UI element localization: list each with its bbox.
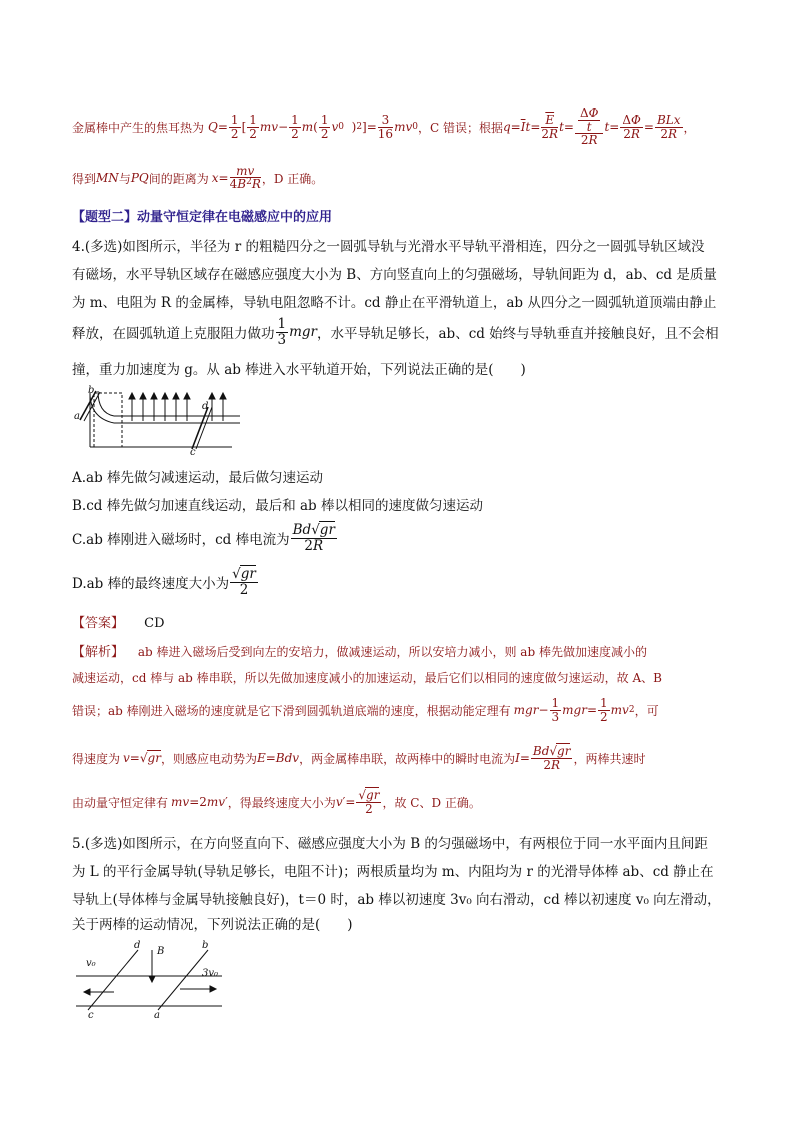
label-b: b bbox=[88, 385, 95, 396]
arc-rail-inner bbox=[98, 391, 114, 416]
answer-line bbox=[72, 612, 165, 631]
q5-line-2: 为 L 的平行金属导轨(导轨足够长，电阻不计)；两根质量均为 m、内阻均为 r 的光滑导体棒 ab、cd 静止在 bbox=[72, 864, 714, 880]
label-c: c bbox=[88, 1010, 94, 1020]
q5-line-1: 5.(多选)如图所示，在方向竖直向下、磁感应强度大小为 B 的匀强磁场中，有两根位于同一水平面内且间距 bbox=[72, 836, 708, 852]
rod-ab bbox=[158, 950, 208, 1010]
label-a: a bbox=[74, 411, 80, 422]
q4-figure bbox=[72, 385, 247, 455]
magnetic-field-arrows bbox=[129, 393, 226, 421]
continuation-line-2: 得到 MN 与 PQ 间的距离为 x = $\frac{mv}{4B^2R}$ ，D 正确。 bbox=[72, 163, 324, 192]
momentum-formula: mv=2mv′ bbox=[171, 795, 228, 809]
q5-line-4: 关于两棒的运动情况，下列说法正确的是( ) bbox=[72, 917, 353, 933]
option-d-formula: $\frac{√gr}{2}$ bbox=[232, 566, 256, 598]
answer-label: 【答案】 bbox=[72, 616, 125, 631]
analysis-line-3: 错误；ab 棒刚进入磁场的速度就是它下滑到圆弧轨道底端的速度，根据动能定理有 mgr − $\frac{1}{3}$ mgr = $\frac{1}{2}$ mv 2 ，可 bbox=[72, 695, 659, 724]
answer-value: CD bbox=[144, 616, 165, 631]
final-speed-formula: v ′= $\frac{√gr}{2}$ bbox=[335, 787, 380, 816]
analysis-line-2: 减速运动，cd 棒与 ab 棒串联，所以先做加速度减小的加速运动，最后它们以相同的速度做匀速运动，故 A、B bbox=[72, 671, 662, 685]
work-formula: $\frac{1}{3}$ mgr bbox=[277, 316, 317, 348]
analysis-label: 【解析】 bbox=[72, 645, 125, 660]
section-header: 【题型二】动量守恒定律在电磁感应中的应用 bbox=[72, 210, 333, 225]
option-a: A.ab 棒先做匀减速运动，最后做匀速运动 bbox=[72, 470, 324, 486]
q5-figure bbox=[72, 936, 232, 1020]
option-c: C.ab 棒刚进入磁场时，cd 棒电流为 $\frac{Bd√gr}{2R}$ bbox=[72, 518, 338, 558]
energy-formula: mgr − $\frac{1}{3}$ mgr = $\frac{1}{2}$ mv 2 bbox=[513, 695, 635, 724]
emf-formula: E=Bdv bbox=[256, 751, 300, 765]
rod-cd bbox=[192, 407, 208, 449]
current-formula: I = $\frac{Bd√gr}{2R}$ bbox=[515, 743, 571, 772]
analysis-line-4: 得速度为 v=√gr ，则感应电动势为 E=Bdv ，两金属棒串联，故两棒中的瞬时电流为 I = $\frac{Bd√gr}{2R}$ ，两棒共速时 bbox=[72, 743, 646, 772]
label-3v0: 3v₀ bbox=[202, 968, 219, 979]
option-b: B.cd 棒先做匀加速直线运动，最后和 ab 棒以相同的速度做匀速运动 bbox=[72, 498, 483, 514]
option-c-formula: $\frac{Bd√gr}{2R}$ bbox=[292, 522, 335, 554]
dashed-boundary bbox=[94, 393, 122, 447]
q4-line-6: 撞，重力加速度为 g。从 ab 棒进入水平轨道开始，下列说法正确的是( ) bbox=[72, 362, 526, 378]
joule-heat-text: 金属棒中产生的焦耳热为 bbox=[72, 120, 205, 135]
q4-line-1: 4.(多选)如图所示，半径为 r 的粗糙四分之一圆弧导轨与光滑水平导轨平滑相连，四分之一圆弧导轨区域没 bbox=[72, 239, 705, 255]
distance-formula: x = $\frac{mv}{4B^2R}$ bbox=[211, 163, 261, 192]
analysis-line-1: 【解析】 ab 棒进入磁场后受到向左的安培力，做减速运动，所以安培力减小，则 ab 棒先做加速度减小的 bbox=[72, 645, 647, 660]
joule-heat-formula: Q = $\frac{1}{2}$ [ $\frac{1}{2}$ mv − $\frac{1}{2}$ m ( $\frac{1}{2}$ v 0 ) 2 ]= $\frac{3}{16}$ mv 0 bbox=[208, 112, 418, 141]
label-B: B bbox=[157, 946, 165, 957]
label-v0: v₀ bbox=[86, 958, 96, 969]
charge-formula: q = $\overline{I}$ t = $\frac{\overline{E}}{2R}$ t = $\frac{\frac{\Delta\Phi}{t}}{2R}$ t = $\frac{\Delta\Phi}{2R}$ = $\frac{\text{BLx}}{2R}$ bbox=[502, 106, 681, 148]
label-b: b bbox=[202, 940, 209, 951]
analysis-line-5: 由动量守恒定律有 mv=2mv′ ，得最终速度大小为 v ′= $\frac{√gr}{2}$ ，故 C、D 正确。 bbox=[72, 787, 481, 816]
speed-formula: v=√gr bbox=[123, 751, 161, 765]
q5-line-3: 导轨上(导体棒与金属导轨接触良好)，t＝0 时，ab 棒以初速度 3v₀ 向右滑动，cd 棒以初速度 v₀ 向左滑动， bbox=[72, 892, 721, 908]
label-d: d bbox=[202, 401, 209, 412]
label-c: c bbox=[190, 447, 196, 455]
option-d: D.ab 棒的最终速度大小为 $\frac{√gr}{2}$ bbox=[72, 562, 259, 602]
q4-line-3: 为 m、电阻为 R 的金属棒，导轨电阻忽略不计。cd 静止在平滑轨道上，ab 从四分之一圆弧轨道顶端由静止 bbox=[72, 295, 717, 311]
c-wrong-text: ，C 错误；根据 bbox=[417, 120, 503, 135]
q4-line-2: 有磁场，水平导轨区域存在磁感应强度大小为 B、方向竖直向上的匀强磁场，导轨间距为 d，ab、cd 是质量 bbox=[72, 267, 717, 283]
label-d: d bbox=[134, 940, 141, 951]
q4-line-4: 释放，在圆弧轨道上克服阻力做功 $\frac{1}{3}$ mgr ，水平导轨足够长，ab、cd 始终与导轨垂直并接触良好，且不会相 bbox=[72, 316, 719, 348]
label-a: a bbox=[154, 1010, 160, 1020]
continuation-line-1: 金属棒中产生的焦耳热为 Q = $\frac{1}{2}$ [ $\frac{1}{2}$ mv − $\frac{1}{2}$ m ( $\frac{1}{2}$ v 0 ) 2 ]= $\frac{3}{16}$ mv 0 ，C 错误；根据 q = $\overline{I}$ t = $\frac{\overline{E}}{2R}$ t = $\frac{\frac{\Delta\Phi}{t}}{2R}$ t = $\frac{\Delta\Phi}{2R}$ = $\frac{\text{BLx}}{2R}$ ， bbox=[72, 106, 696, 148]
